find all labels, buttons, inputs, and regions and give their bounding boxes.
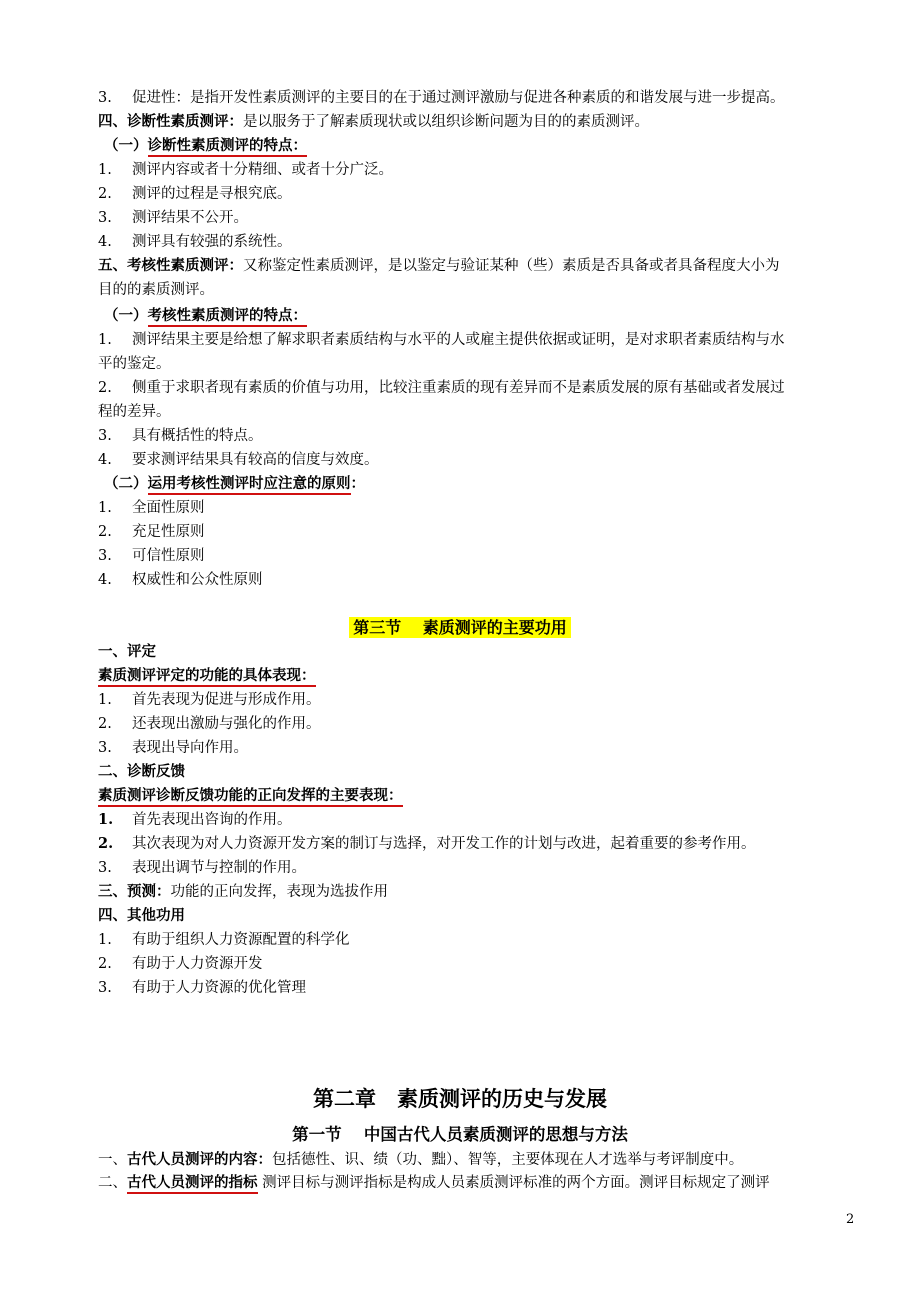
item-number: 2. bbox=[98, 380, 112, 396]
bold-heading: 四、其他功用 bbox=[98, 907, 185, 924]
item-number: 4. bbox=[98, 572, 112, 588]
line-text: 充足性原则 bbox=[132, 524, 205, 540]
item-number: 4. bbox=[98, 234, 112, 250]
line-text: 其次表现为对人力资源开发方案的制订与选择，对开发工作的计划与改进，起着重要的参考作用。 bbox=[132, 836, 756, 852]
text-line bbox=[98, 690, 321, 710]
line-text: 测评结果不公开。 bbox=[132, 210, 248, 226]
item-number: 3. bbox=[98, 210, 112, 226]
heading-suffix: ： bbox=[350, 475, 365, 492]
item-number: 2. bbox=[98, 524, 112, 540]
bold-heading: 三、预测： bbox=[98, 883, 171, 900]
section3-title: 第三节 素质测评的主要功用 bbox=[349, 617, 571, 638]
underlined-heading: 考核性素质测评的特点： bbox=[148, 307, 308, 327]
heading-prefix: （一） bbox=[104, 307, 148, 324]
item-number: 2. bbox=[98, 186, 112, 202]
item-number: 1. bbox=[98, 162, 112, 178]
text-line bbox=[104, 474, 365, 494]
text-line bbox=[98, 426, 263, 446]
text-line bbox=[98, 810, 292, 830]
text-line bbox=[98, 762, 185, 782]
line-text: 具有概括性的特点。 bbox=[132, 428, 263, 444]
item-number: 1. bbox=[98, 692, 112, 708]
line-text: 测评的过程是寻根究底。 bbox=[132, 186, 292, 202]
line-text: 平的鉴定。 bbox=[98, 356, 171, 372]
chapter-line-2-text: 测评目标与测评指标是构成人员素质测评标准的两个方面。测评目标规定了测评 bbox=[257, 1175, 770, 1191]
item-number: 1. bbox=[98, 332, 112, 348]
line-text: 首先表现出咨询的作用。 bbox=[132, 812, 292, 828]
chapter-line-1-bold: 古代人员测评的内容： bbox=[127, 1151, 272, 1168]
section1-title: 第一节 中国古代人员素质测评的思想与方法 bbox=[292, 1125, 628, 1144]
line-text: 有助于组织人力资源配置的科学化 bbox=[132, 932, 350, 948]
text-line bbox=[98, 882, 388, 902]
line-text: 功能的正向发挥，表现为选拔作用 bbox=[170, 884, 388, 900]
line-text: 全面性原则 bbox=[132, 500, 205, 516]
item-number: 3. bbox=[98, 90, 112, 106]
text-line bbox=[98, 160, 393, 180]
underlined-heading: 素质测评评定的功能的具体表现： bbox=[98, 667, 316, 687]
line-text: 权威性和公众性原则 bbox=[132, 572, 263, 588]
heading-prefix: （一） bbox=[104, 137, 148, 154]
text-line bbox=[98, 402, 171, 422]
text-line bbox=[98, 208, 248, 228]
chapter-line-2-prefix: 二、 bbox=[98, 1175, 127, 1191]
text-line bbox=[98, 88, 785, 108]
text-line bbox=[98, 786, 403, 806]
bold-heading: 一、评定 bbox=[98, 643, 156, 660]
line-text: 有助于人力资源开发 bbox=[132, 956, 263, 972]
text-line bbox=[98, 642, 156, 662]
page-number: 2 bbox=[846, 1212, 855, 1227]
text-line bbox=[104, 306, 307, 326]
text-line bbox=[98, 498, 205, 518]
section3-heading bbox=[0, 618, 920, 639]
line-text: 测评具有较强的系统性。 bbox=[132, 234, 292, 250]
item-number: 2. bbox=[98, 835, 114, 852]
text-line bbox=[98, 280, 214, 300]
line-text: 要求测评结果具有较高的信度与效度。 bbox=[132, 452, 379, 468]
text-line bbox=[98, 906, 185, 926]
line-text: 程的差异。 bbox=[98, 404, 171, 420]
chapter-line-1-prefix: 一、 bbox=[98, 1152, 127, 1168]
line-text: 可信性原则 bbox=[132, 548, 205, 564]
line-text: 又称鉴定性素质测评，是以鉴定与验证某种（些）素质是否具备或者具备程度大小为 bbox=[243, 258, 780, 274]
text-line bbox=[98, 546, 205, 566]
item-number: 3. bbox=[98, 980, 112, 996]
text-line bbox=[98, 256, 780, 276]
item-number: 1. bbox=[98, 811, 114, 828]
line-text: 测评内容或者十分精细、或者十分广泛。 bbox=[132, 162, 393, 178]
text-line bbox=[98, 858, 306, 878]
text-line bbox=[98, 666, 316, 686]
line-text: 侧重于求职者现有素质的价值与功用，比较注重素质的现有差异而不是素质发展的原有基础或者发展过 bbox=[132, 380, 785, 396]
text-line bbox=[98, 522, 205, 542]
text-line bbox=[98, 354, 171, 374]
underlined-heading: 诊断性素质测评的特点： bbox=[148, 137, 308, 157]
text-line bbox=[98, 450, 379, 470]
bold-heading: 二、诊断反馈 bbox=[98, 763, 185, 780]
item-number: 4. bbox=[98, 452, 112, 468]
text-line bbox=[98, 930, 350, 950]
chapter-line-1-text: 包括德性、识、绩（功、黜）、智等，主要体现在人才选举与考评制度中。 bbox=[272, 1152, 744, 1168]
bold-heading: 四、诊断性素质测评： bbox=[98, 113, 243, 130]
text-line bbox=[98, 184, 292, 204]
item-number: 3. bbox=[98, 860, 112, 876]
text-line bbox=[98, 330, 785, 350]
heading-prefix: （二） bbox=[104, 475, 148, 492]
item-number: 3. bbox=[98, 428, 112, 444]
line-text: 促进性：是指开发性素质测评的主要目的在于通过测评激励与促进各种素质的和谐发展与进一步提高。 bbox=[132, 90, 785, 106]
line-text: 首先表现为促进与形成作用。 bbox=[132, 692, 321, 708]
chapter-line-1 bbox=[98, 1150, 743, 1170]
item-number: 1. bbox=[98, 932, 112, 948]
text-line bbox=[98, 378, 785, 398]
chapter-line-2 bbox=[98, 1173, 770, 1193]
text-line bbox=[104, 136, 307, 156]
line-text: 是以服务于了解素质现状或以组织诊断问题为目的的素质测评。 bbox=[243, 114, 649, 130]
bold-heading: 五、考核性素质测评： bbox=[98, 257, 243, 274]
line-text: 测评结果主要是给想了解求职者素质结构与水平的人或雇主提供依据或证明，是对求职者素质结构与水 bbox=[132, 332, 785, 348]
underlined-heading: 素质测评诊断反馈功能的正向发挥的主要表现： bbox=[98, 787, 403, 807]
text-line bbox=[98, 714, 321, 734]
text-line bbox=[98, 954, 263, 974]
item-number: 1. bbox=[98, 500, 112, 516]
text-line bbox=[98, 738, 248, 758]
item-number: 2. bbox=[98, 956, 112, 972]
text-line bbox=[98, 112, 649, 132]
item-number: 3. bbox=[98, 548, 112, 564]
text-line bbox=[98, 232, 292, 252]
chapter-line-2-underlined: 古代人员测评的指标 bbox=[127, 1174, 258, 1194]
line-text: 有助于人力资源的优化管理 bbox=[132, 980, 306, 996]
line-text: 表现出导向作用。 bbox=[132, 740, 248, 756]
text-line bbox=[98, 978, 306, 998]
line-text: 目的的素质测评。 bbox=[98, 282, 214, 298]
line-text: 表现出调节与控制的作用。 bbox=[132, 860, 306, 876]
chapter-title: 第二章 素质测评的历史与发展 bbox=[313, 1086, 607, 1111]
underlined-heading: 运用考核性测评时应注意的原则 bbox=[148, 475, 351, 495]
text-line bbox=[98, 570, 263, 590]
item-number: 3. bbox=[98, 740, 112, 756]
text-line bbox=[98, 834, 756, 854]
line-text: 还表现出激励与强化的作用。 bbox=[132, 716, 321, 732]
item-number: 2. bbox=[98, 716, 112, 732]
